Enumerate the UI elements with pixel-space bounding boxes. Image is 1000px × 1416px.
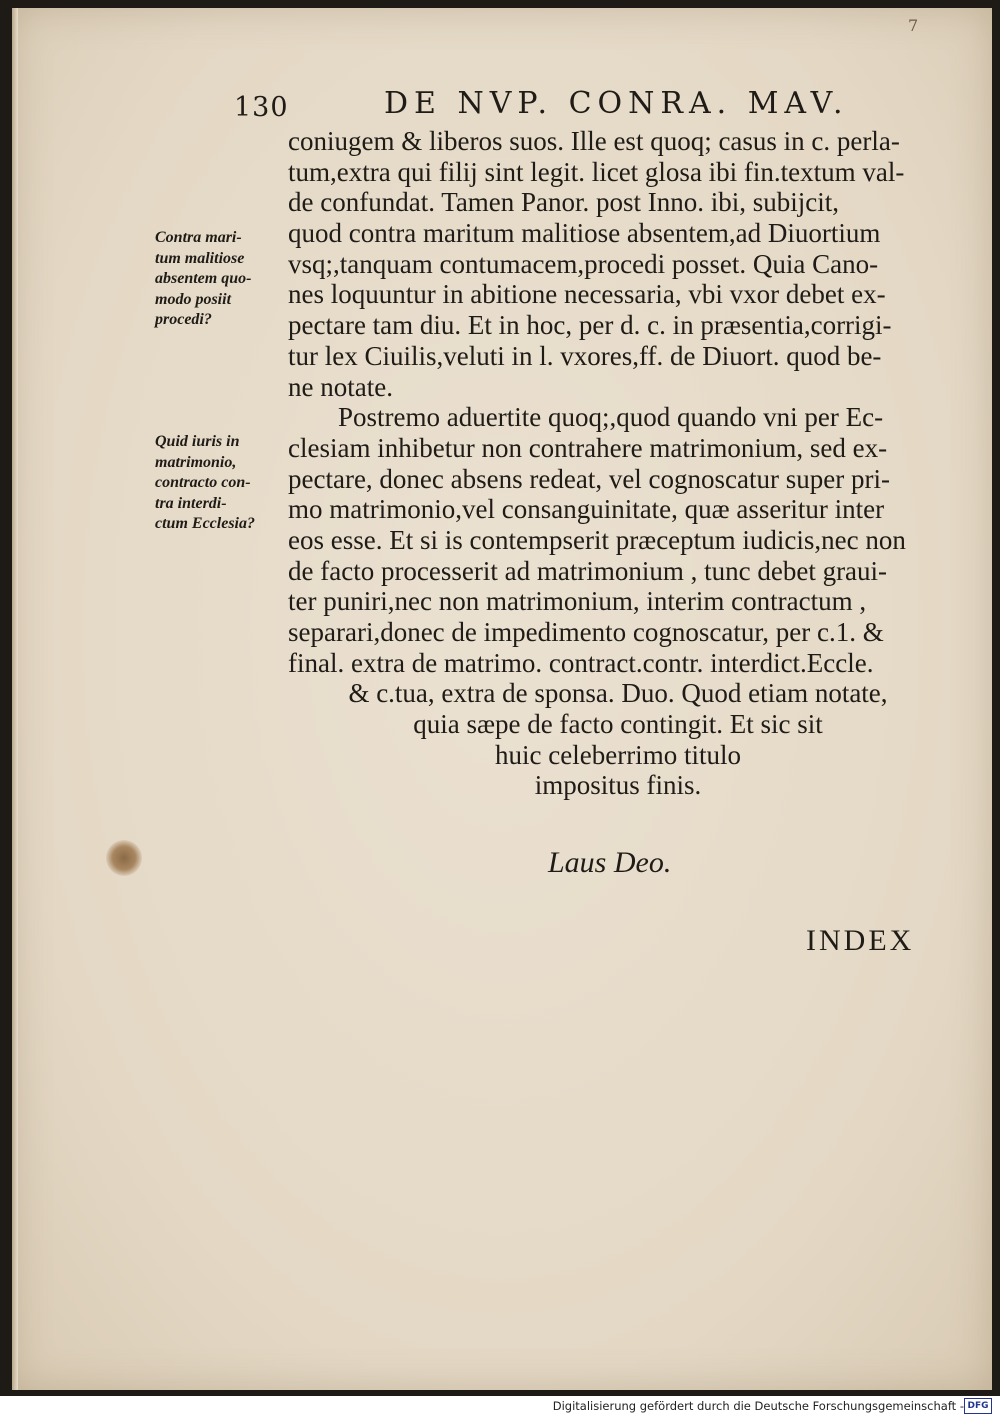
margin-note-line: Contra mari- [155,229,242,246]
paper-stain [106,840,142,876]
corner-mark: 7 [908,16,919,35]
margin-note-line: tum malitiose [155,249,245,267]
text-line: vsq;,tanquam contumacem,procedi posset. Quia Cano- [288,248,879,279]
text-line: nes loquuntur in abitione necessaria, vbi vxor debet ex- [288,279,886,310]
text-line: Postremo aduertite quoq;,quod quando vni per Ec- [338,402,884,433]
text-line: de confundat. Tamen Panor. post Inno. ibi, subijcit, [288,187,840,218]
dfg-logo-icon: DFG [964,1398,992,1414]
text-line: final. extra de matrimo. contract.contr. interdict.Eccle. [288,647,874,678]
text-line: separari,donec de impedimento cognoscatur, per c.1. & [288,617,884,647]
catchword: INDEX [806,924,915,957]
margin-note-line: contracto con- [155,474,251,491]
text-line: coniugem & liberos suos. Ille est quoq; casus in c. perla- [288,126,900,156]
text-line: eos esse. Et si is contempserit præceptum iudicis,nec non [288,524,906,555]
margin-note-line: tra interdi- [155,494,227,512]
text-line: ne notate. [288,371,393,402]
page-edge [12,8,18,1390]
running-head: DE NVP. CONRA. MAV. [384,86,849,121]
text-line: pectare, donec absens redeat, vel cognoscatur super pri- [288,463,890,494]
footer-credit: Digitalisierung gefördert durch die Deutsche Forschungsgemeinschaft - [552,1399,964,1413]
text-line: ter puniri,nec non matrimonium, interim contractum , [288,586,867,617]
text-line: impositus finis. [534,770,702,801]
text-line: de facto processerit ad matrimonium , tunc debet graui- [288,555,888,586]
closing-phrase: Laus Deo. [548,846,672,879]
margin-note-line: absentem quo- [155,270,252,287]
text-line: & c.tua, extra de sponsa. Duo. Quod etiam notate, [348,678,888,709]
text-line: quod contra maritum malitiose absentem,ad Diuortium [288,218,881,249]
text-line: huic celeberrimo titulo [495,739,741,770]
body-text [288,126,948,801]
text-line: pectare tam diu. Et in hoc, per d. c. in præsentia,corrigi- [288,310,892,341]
text-line: mo matrimonio,vel consanguinitate, quæ asseritur inter [288,494,885,525]
margin-note-line: procedi? [155,311,212,328]
text-line: clesiam inhibetur non contrahere matrimonium, sed ex- [288,432,888,463]
margin-note-line: Quid iuris in [155,433,240,450]
margin-note-line: ctum Ecclesia? [155,515,255,532]
page-number: 130 [234,92,289,123]
text-line: tur lex Ciuilis,veluti in l. vxores,ff. de Diuort. quod be- [288,340,882,371]
text-line: quia sæpe de facto contingit. Et sic sit [413,709,823,740]
text-line: tum,extra qui filij sint legit. licet glosa ibi fin.textum val- [288,156,905,187]
margin-note-2 [155,432,283,535]
margin-note-line: matrimonio, [155,453,237,471]
margin-note-1 [155,228,283,331]
margin-note-line: modo posiit [155,290,232,308]
